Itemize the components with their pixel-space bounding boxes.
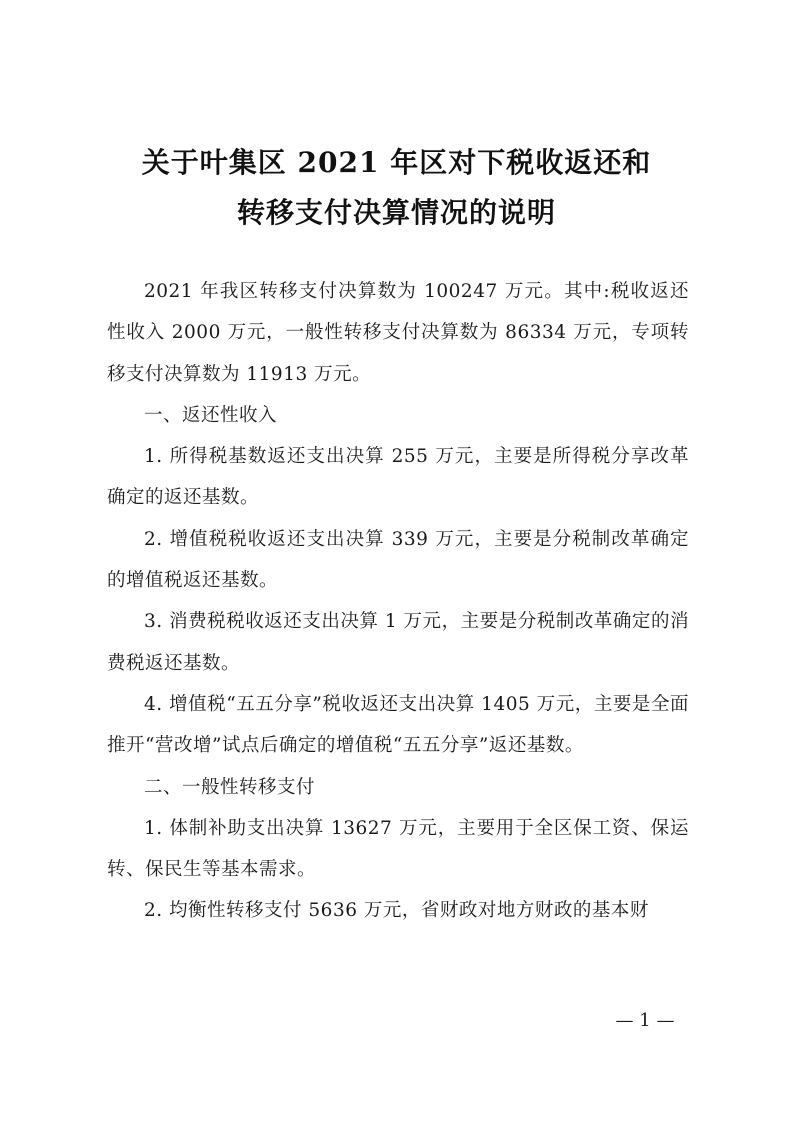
paragraph-vat-return: 2. 增值税税收返还支出决算 339 万元，主要是分税制改革确定的增值税返还基数。 [107,528,689,592]
section-heading-general-transfer: 二、一般性转移支付 [144,776,316,798]
page-number: — 1 — [615,1010,675,1031]
paragraph-consumption-tax-return: 3. 消费税税收返还支出决算 1 万元，主要是分税制改革确定的消费税返还基数。 [107,611,689,674]
section-heading-return-income: 一、返还性收入 [144,404,278,426]
paragraph-summary: 2021 年我区转移支付决算数为 100247 万元。其中:税收返还性收入 2000 万元，一般性转移支付决算数为 86334 万元，专项转移支付决算数为 11913 万元。 [107,281,689,385]
document-body [107,271,689,932]
document-title-line-1: 关于叶集区 2021 年区对下税收返还和 [141,146,652,179]
paragraph-system-subsidy: 1. 体制补助支出决算 13627 万元，主要用于全区保工资、保运转、保民生等基本需求。 [107,817,689,881]
paragraph-equalization-transfer: 2. 均衡性转移支付 5636 万元，省财政对地方财政的基本财 [144,900,649,922]
paragraph-vat-split-return: 4. 增值税“五五分享”税收返还支出决算 1405 万元，主要是全面推开“营改增”试点后确定的增值税“五五分享”返还基数。 [107,693,689,757]
document-title-line-2: 转移支付决算情况的说明 [236,196,556,229]
paragraph-income-tax-return: 1. 所得税基数返还支出决算 255 万元，主要是所得税分享改革确定的返还基数。 [107,446,689,509]
